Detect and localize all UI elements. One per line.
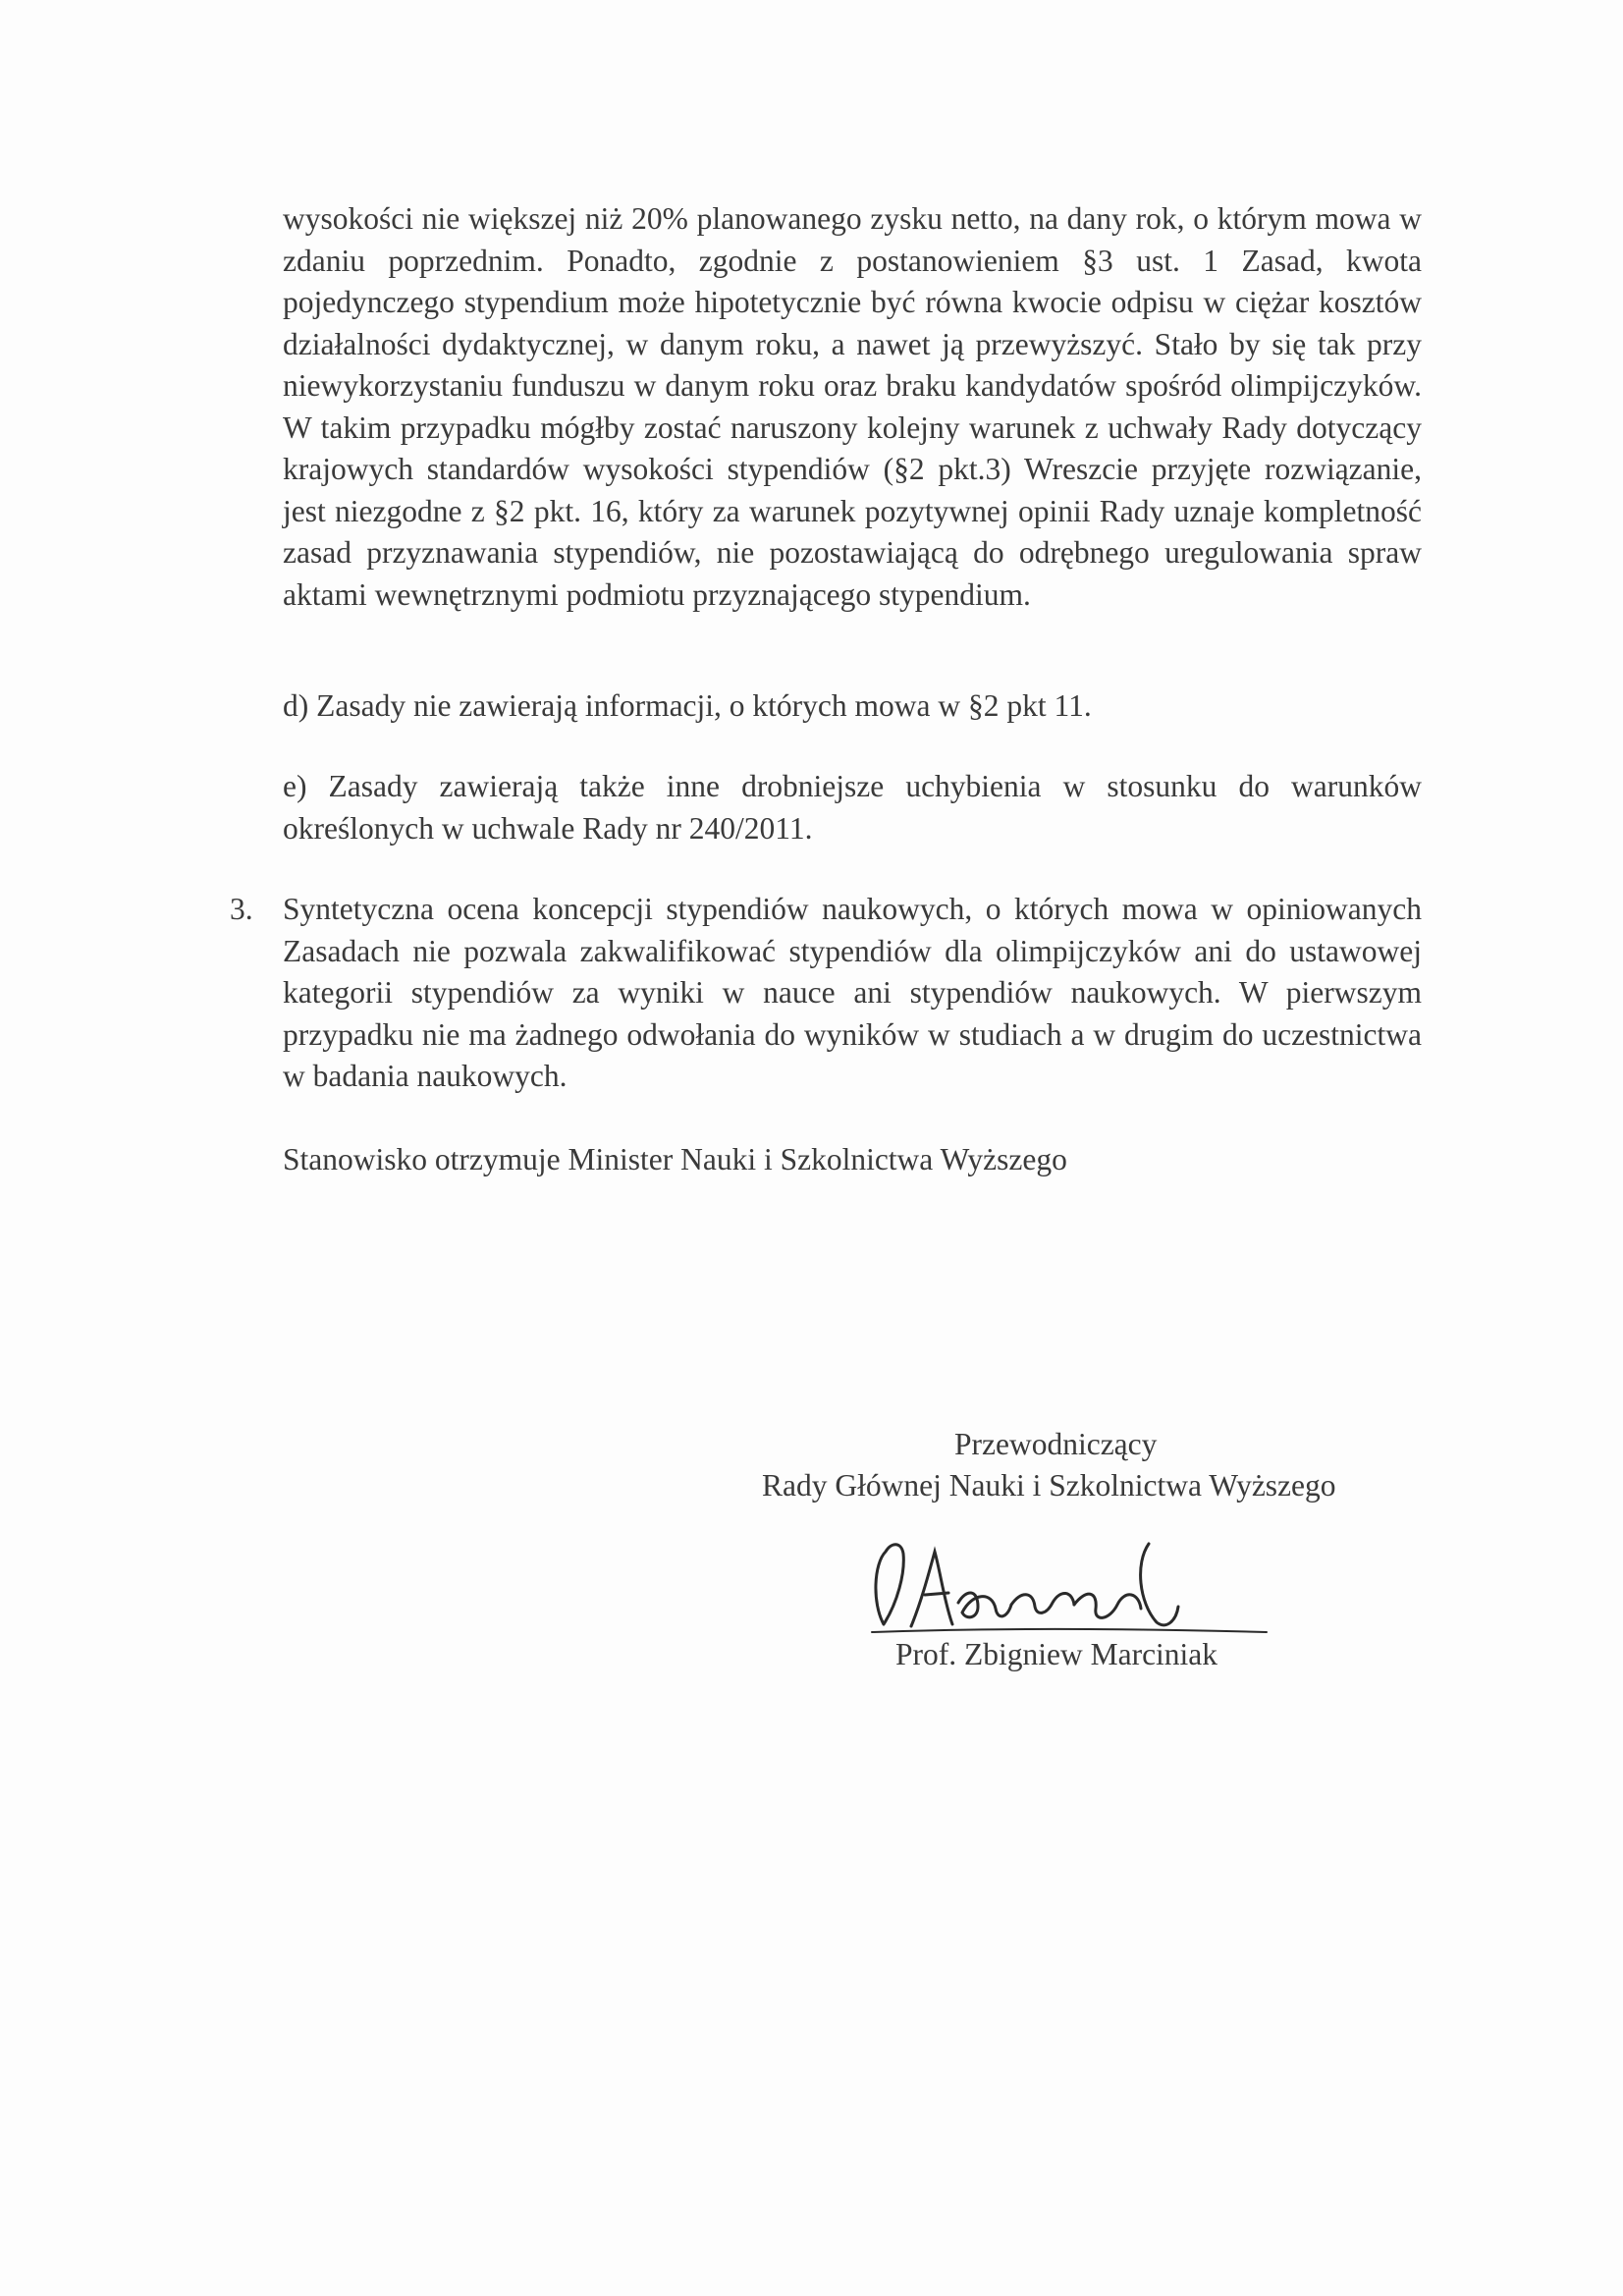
item-3-number: 3. xyxy=(230,892,253,926)
signature-organization: Rady Głównej Nauki i Szkolnictwa Wyższego xyxy=(762,1468,1336,1503)
paragraph-e: e) Zasady zawierają także inne drobniejsze uchybienia w stosunku do warunków określonych w uchwale Rady nr 240/2011. xyxy=(283,769,1422,846)
signature-title: Przewodniczący xyxy=(954,1427,1158,1461)
item-3-text: Syntetyczna ocena koncepcji stypendiów naukowych, o których mowa w opiniowanych Zasadach nie pozwala zakwalifikować stypendiów dla olimpijczyków ani do ustawowej kategorii stypendiów za wyniki w nauce ani stypendiów naukowych. W pierwszym przypadku nie ma żadnego odwołania do wyników w studiach a w drugim do uczestnictwa w badania naukowych. xyxy=(283,892,1422,1093)
signatory-name: Prof. Zbigniew Marciniak xyxy=(895,1637,1218,1671)
paragraph-c-continuation: wysokości nie większej niż 20% planowanego zysku netto, na dany rok, o którym mowa w zdaniu poprzednim. Ponadto, zgodnie z postanowieniem §3 ust. 1 Zasad, kwota pojedynczego stypendium może hipotetycznie być równa kwocie odpisu w ciężar kosztów działalności dydaktycznej, w danym roku, a nawet ją przewyższyć. Stało by się tak przy niewykorzystaniu funduszu w danym roku oraz braku kandydatów spośród olimpijczyków. W takim przypadku mógłby zostać naruszony kolejny warunek z uchwały Rady dotyczący krajowych standardów wysokości stypendiów (§2 pkt.3) Wreszcie przyjęte rozwiązanie, jest niezgodne z §2 pkt. 16, który za warunek pozytywnej opinii Rady uznaje kompletność zasad przyznawania stypendiów, nie pozostawiającą do odrębnego uregulowania spraw aktami wewnętrznymi podmiotu przyznającego stypendium. xyxy=(283,201,1422,612)
paragraph-d: d) Zasady nie zawierają informacji, o których mowa w §2 pkt 11. xyxy=(283,688,1092,723)
handwritten-signature xyxy=(864,1534,1276,1642)
recipient-note: Stanowisko otrzymuje Minister Nauki i Szkolnictwa Wyższego xyxy=(283,1142,1067,1176)
